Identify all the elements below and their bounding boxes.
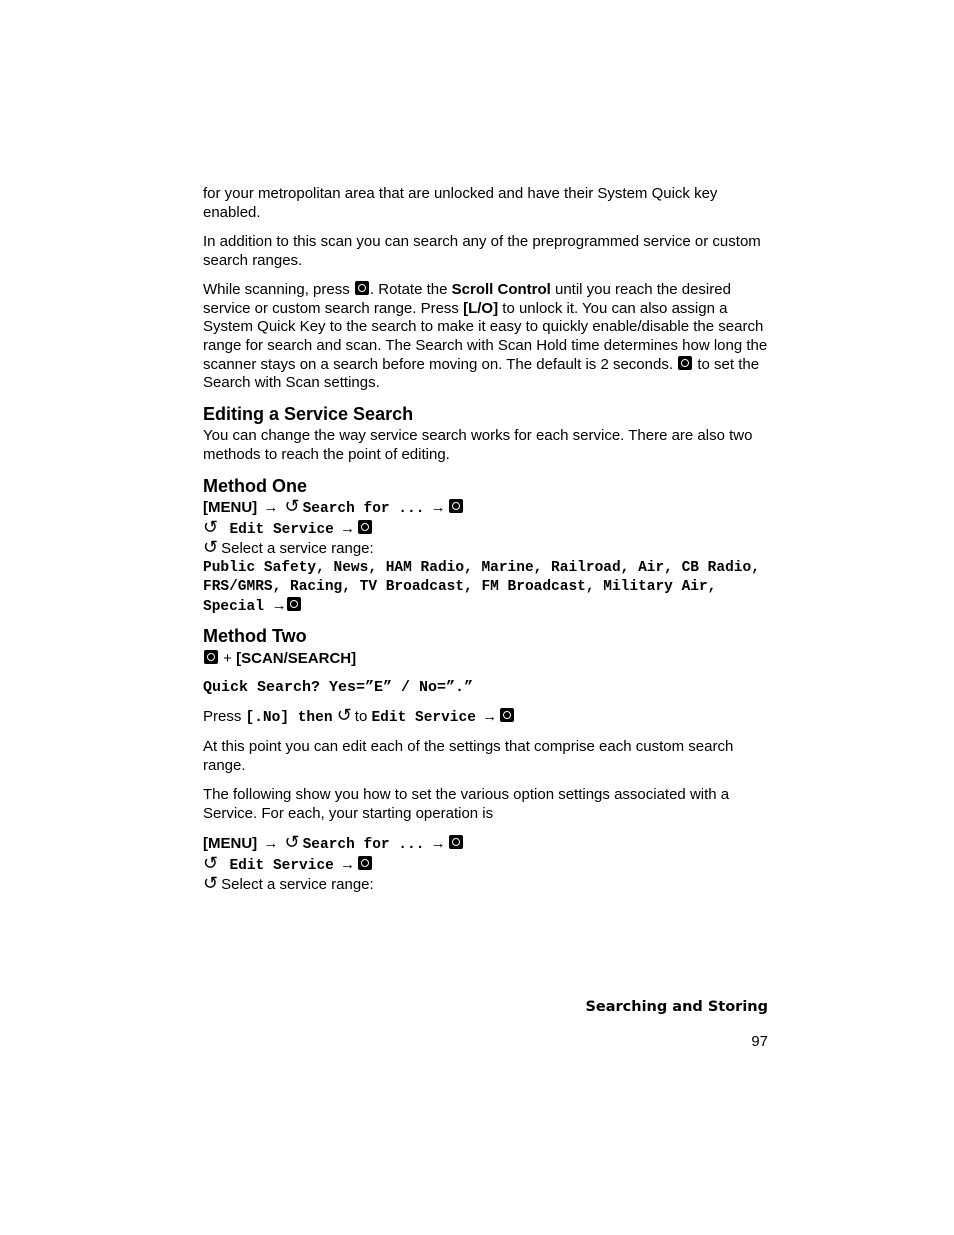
arrow-right-icon: → xyxy=(340,855,356,873)
scanning-paragraph xyxy=(203,281,769,393)
function-key-icon xyxy=(449,499,463,513)
starting-op-step-2 xyxy=(203,852,769,876)
editing-paragraph: You can change the way service search works for each service. There are also two methods to reach the point of editing. xyxy=(203,427,753,463)
arrow-right-icon: → xyxy=(263,834,279,852)
starting-op-step-3 xyxy=(203,875,769,895)
press-text: Press xyxy=(203,708,242,726)
section-heading-method-two: Method Two xyxy=(203,626,307,647)
function-key-icon xyxy=(355,281,369,295)
text-segment: to set the Search with Scan settings. xyxy=(203,355,760,392)
section-heading-editing: Editing a Service Search xyxy=(203,404,414,425)
starting-op-step-1 xyxy=(203,831,769,855)
menu-key-label: [MENU] xyxy=(203,834,258,852)
arrow-right-icon: → xyxy=(274,598,284,616)
search-for-option: Search for ... xyxy=(302,836,425,853)
quick-search-prompt: Quick Search? Yes=”E” / No=”.” xyxy=(203,678,474,696)
option-settings-paragraph: The following show you how to set the various option settings associated with a Service. For each, your starting operation is xyxy=(203,786,730,822)
service-range-list xyxy=(203,559,769,617)
arrow-right-icon: → xyxy=(263,498,279,516)
scan-search-key-label: [SCAN/SEARCH] xyxy=(236,650,357,668)
rotate-icon: ↺ xyxy=(284,495,300,516)
method-one-step-3 xyxy=(203,539,769,559)
to-text: to xyxy=(354,708,368,726)
service-range-text: Public Safety, News, HAM Radio, Marine, Railroad, Air, CB Radio, FRS/GMRS, Racing, TV Broadcast, FM Broadcast, Military Air, Special xyxy=(203,560,760,616)
select-range-label: Select a service range: xyxy=(221,540,374,558)
function-key-icon xyxy=(358,520,372,534)
rotate-icon: ↺ xyxy=(203,852,219,873)
text-segment: until you reach the desired service or custom search range. Press xyxy=(203,280,731,317)
intro-paragraph: for your metropolitan area that are unlocked and have their System Quick key enabled. xyxy=(203,185,718,221)
arrow-right-icon: → xyxy=(482,708,498,726)
edit-service-option: Edit Service xyxy=(229,521,334,538)
no-then-text: [.No] then xyxy=(245,710,333,727)
rotate-icon: ↺ xyxy=(203,537,219,558)
text-segment: . Rotate the xyxy=(369,280,448,298)
function-key-icon xyxy=(358,856,372,870)
method-two-step-2 xyxy=(203,707,769,728)
search-ranges-paragraph: In addition to this scan you can search any of the preprogrammed service or custom search ranges. xyxy=(203,232,761,269)
text-segment: to unlock it. You can also assign a System Quick Key to the search to make it easy to quickly enable/disable the search range for search and scan. The Search with Scan Hold time determines how long the scanner stays on a search before moving on. The default is 2 seconds. xyxy=(203,299,768,373)
function-key-icon xyxy=(500,708,514,722)
edit-service-option: Edit Service xyxy=(371,710,476,727)
footer-section-title: Searching and Storing xyxy=(585,999,768,1015)
rotate-icon: ↺ xyxy=(203,516,219,537)
rotate-icon: ↺ xyxy=(336,705,352,726)
lo-key-label: [L/O] xyxy=(463,299,499,317)
menu-key-label: [MENU] xyxy=(203,498,258,516)
search-for-option: Search for ... xyxy=(302,500,425,517)
arrow-right-icon: → xyxy=(430,834,446,852)
page-content xyxy=(203,185,769,895)
page-number: 97 xyxy=(751,1033,768,1050)
method-two-step-1 xyxy=(203,650,769,669)
arrow-right-icon: → xyxy=(430,498,446,516)
rotate-icon: ↺ xyxy=(203,873,219,894)
function-key-icon xyxy=(449,835,463,849)
section-heading-method-one: Method One xyxy=(203,475,307,496)
arrow-right-icon: → xyxy=(340,519,356,537)
rotate-icon: ↺ xyxy=(284,831,300,852)
edit-service-option: Edit Service xyxy=(229,857,334,874)
plus-sign: + xyxy=(223,650,232,668)
function-key-icon xyxy=(204,650,218,664)
text-segment: While scanning, press xyxy=(203,280,350,298)
scroll-control-label: Scroll Control xyxy=(451,280,551,298)
method-one-step-1 xyxy=(203,495,769,519)
select-range-label: Select a service range: xyxy=(221,876,374,894)
edit-settings-paragraph: At this point you can edit each of the settings that comprise each custom search range. xyxy=(203,738,734,774)
function-key-icon xyxy=(287,597,301,611)
function-key-icon xyxy=(678,356,692,370)
method-one-step-2 xyxy=(203,516,769,540)
